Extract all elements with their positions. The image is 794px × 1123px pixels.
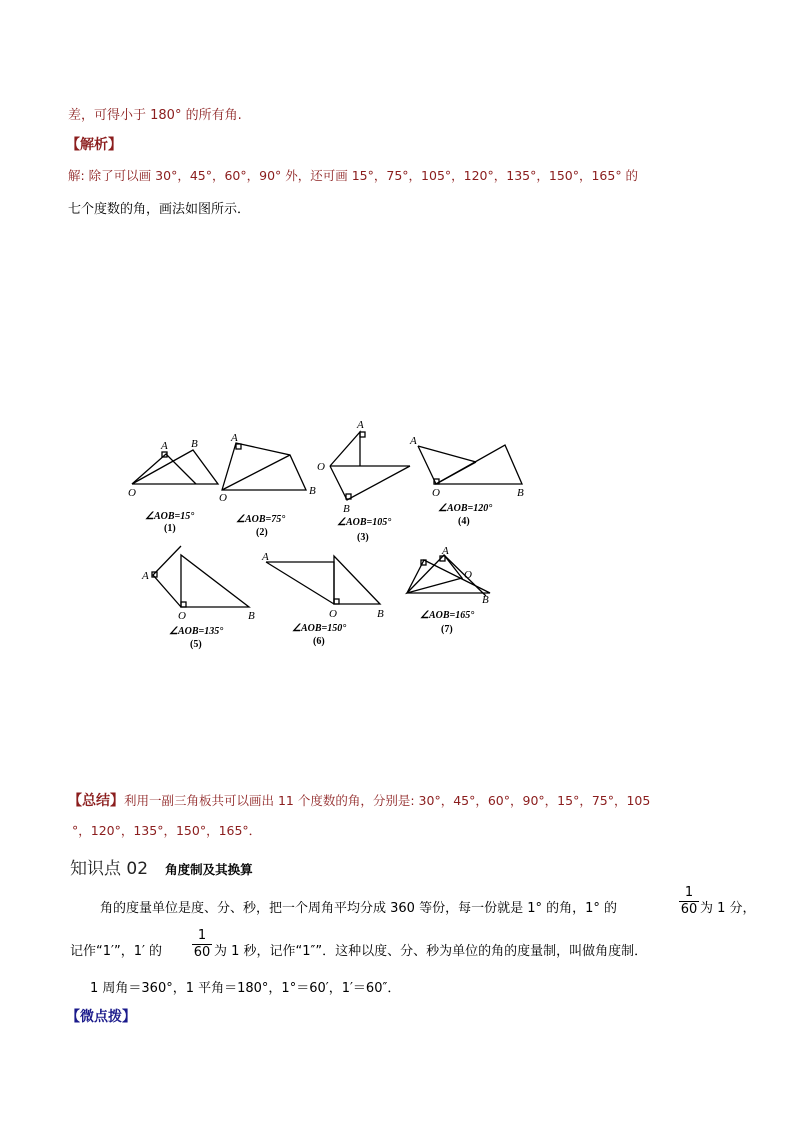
figure-5-number: (5) <box>190 639 202 650</box>
figure-7 <box>407 545 490 635</box>
figure-6-number: (6) <box>313 636 325 647</box>
figure-4-number: (4) <box>458 516 470 527</box>
knowledge-subtitle: 角度制及其换算 <box>165 862 253 877</box>
figure-2-angle: ∠AOB=75° <box>236 514 286 525</box>
fraction-denominator: 60 <box>680 902 698 917</box>
fraction-numerator: 1 <box>197 928 207 943</box>
solution-line-2: 七个度数的角，画法如图所示． <box>68 202 251 217</box>
summary-text-1: 利用一副三角板共可以画出 11 个度数的角，分别是: 30°，45°，60°，90°，15°，75°，105 <box>124 793 651 808</box>
figure-4 <box>409 435 524 527</box>
summary-line-2: °，120°，135°，150°，165°． <box>72 823 262 838</box>
fraction-denominator: 60 <box>193 945 211 960</box>
knowledge-heading <box>70 854 253 879</box>
fraction-1-60-a <box>679 885 699 918</box>
label-o-7: O <box>464 569 472 581</box>
label-a-4: A <box>410 435 417 447</box>
label-b-6: B <box>377 608 384 620</box>
label-b-1: B <box>191 438 198 450</box>
figure-1-number: (1) <box>164 523 176 534</box>
conversion-line: 1 周角＝360°，1 平角＝180°，1°＝60′，1′＝60″． <box>90 981 401 996</box>
solution-line-1: 解: 除了可以画 30°，45°，60°，90° 外，还可画 15°，75°，105°，120°，135°，150°，165° 的 <box>68 168 639 183</box>
label-o-6: O <box>329 608 337 620</box>
label-o-1: O <box>128 487 136 499</box>
label-a-2: A <box>231 432 238 444</box>
para-2-text-b: 为 1 秒，记作“1″”．这种以度、分、秒为单位的角的度量制，叫做角度制． <box>214 944 648 959</box>
figure-1 <box>128 438 218 534</box>
label-b-4: B <box>517 487 524 499</box>
para-1-text-b: 为 1 分， <box>700 901 756 916</box>
figure-7-angle: ∠AOB=165° <box>420 610 475 621</box>
figure-5 <box>141 546 255 650</box>
figure-3-number: (3) <box>357 532 369 543</box>
label-a-5: A <box>142 570 149 582</box>
knowledge-title: 知识点 02 <box>70 859 149 879</box>
analysis-tag: 【解析】 <box>66 137 122 153</box>
label-a-6: A <box>262 551 269 563</box>
figure-2 <box>219 432 316 538</box>
label-o-5: O <box>178 610 186 622</box>
label-b-7: B <box>482 594 489 606</box>
tip-tag: 【微点拨】 <box>66 1009 136 1025</box>
label-o-4: O <box>432 487 440 499</box>
figure-2-number: (2) <box>256 527 268 538</box>
fraction-numerator: 1 <box>684 885 694 900</box>
para-2-text-a: 记作“1′”，1′ 的 <box>70 944 163 959</box>
figure-6-angle: ∠AOB=150° <box>292 623 347 634</box>
label-o-2: O <box>219 492 227 504</box>
para-1-text-a: 角的度量单位是度、分、秒，把一个周角平均分成 360 等份，每一份就是 1° 的角，1° 的 <box>100 901 618 916</box>
summary-tag: 【总结】 <box>68 793 124 809</box>
label-b-3: B <box>343 503 350 515</box>
label-a-1: A <box>161 440 168 452</box>
figure-7-number: (7) <box>441 624 453 635</box>
figure-4-angle: ∠AOB=120° <box>438 503 493 514</box>
summary-line-1 <box>68 790 650 810</box>
figure-3-angle: ∠AOB=105° <box>337 517 392 528</box>
figure-5-angle: ∠AOB=135° <box>169 626 224 637</box>
label-o-3: O <box>317 461 325 473</box>
figure-6 <box>261 551 384 647</box>
figure-3 <box>317 419 410 543</box>
label-b-5: B <box>248 610 255 622</box>
label-a-3: A <box>357 419 364 431</box>
label-b-2: B <box>309 485 316 497</box>
label-a-7: A <box>442 545 449 557</box>
figure-1-angle: ∠AOB=15° <box>145 511 195 522</box>
fraction-1-60-b <box>192 928 212 961</box>
intro-line: 差，可得小于 180° 的所有角. <box>68 108 242 123</box>
